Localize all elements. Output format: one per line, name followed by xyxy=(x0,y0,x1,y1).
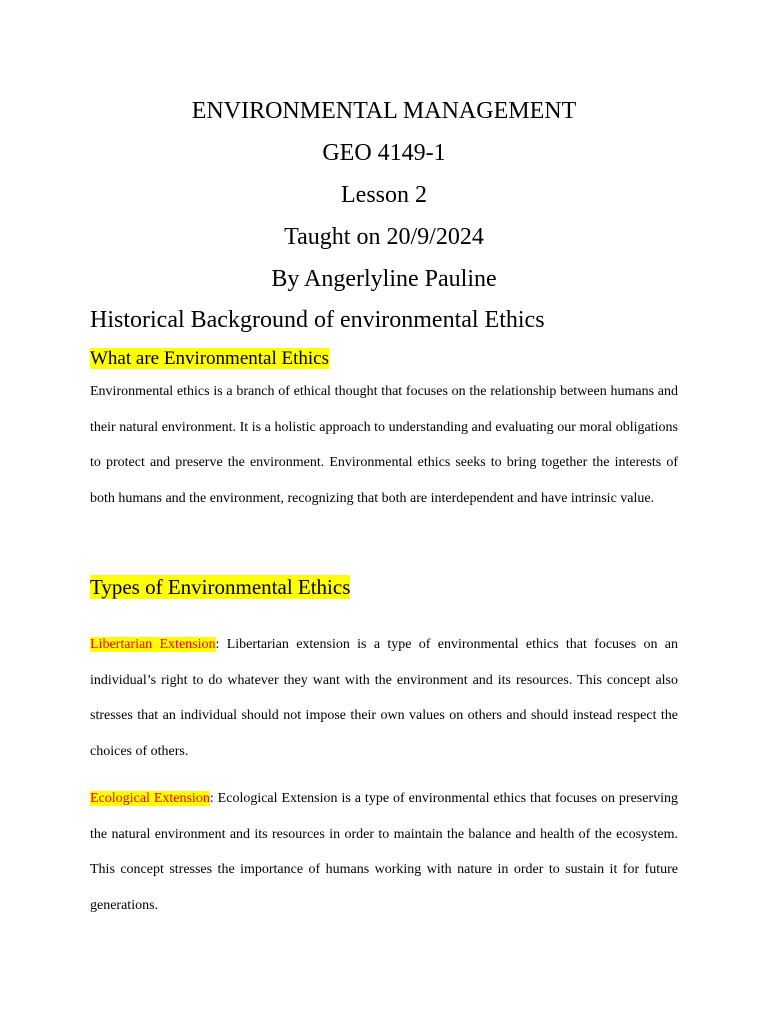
title-block xyxy=(0,90,768,300)
heading-what-text: What are Environmental Ethics xyxy=(90,348,329,369)
term-libertarian-extension: Libertarian Extension xyxy=(90,637,216,652)
course-title: ENVIRONMENTAL MANAGEMENT xyxy=(191,98,577,124)
term-ecological-extension: Ecological Extension xyxy=(90,791,210,806)
heading-types-of-environmental-ethics xyxy=(90,572,350,602)
text-libertarian-extension: : Libertarian extension is a type of environmental ethics that focuses on an individual’s right to do whatever they want with the environment and its resources. This concept also stresses that an individual should not impose their own values on others and should instead respect the choices of others. xyxy=(90,637,678,759)
paragraph-ecological-extension xyxy=(90,781,678,923)
heading-historical-background: Historical Background of environmental Ethics xyxy=(90,307,545,333)
lesson-number: Lesson 2 xyxy=(341,182,427,208)
course-code: GEO 4149-1 xyxy=(322,140,446,166)
author: By Angerlyline Pauline xyxy=(271,266,497,292)
paragraph-libertarian-extension xyxy=(90,627,678,769)
heading-what-are-environmental-ethics xyxy=(90,346,329,372)
paragraph-definition: Environmental ethics is a branch of ethical thought that focuses on the relationship between humans and their natural environment. It is a holistic approach to understanding and evaluating our moral obligations to protect and preserve the environment. Environmental ethics seeks to bring together the interests of both humans and the environment, recognizing that both are interdependent and have intrinsic value. xyxy=(90,384,678,506)
heading-types-text: Types of Environmental Ethics xyxy=(90,575,351,599)
taught-date: Taught on 20/9/2024 xyxy=(284,224,484,250)
text-ecological-extension: : Ecological Extension is a type of environmental ethics that focuses on preserving the natural environment and its resources in order to maintain the balance and health of the ecosystem. This concept stresses the importance of humans working with nature in order to sustain it for future generations. xyxy=(90,791,679,913)
